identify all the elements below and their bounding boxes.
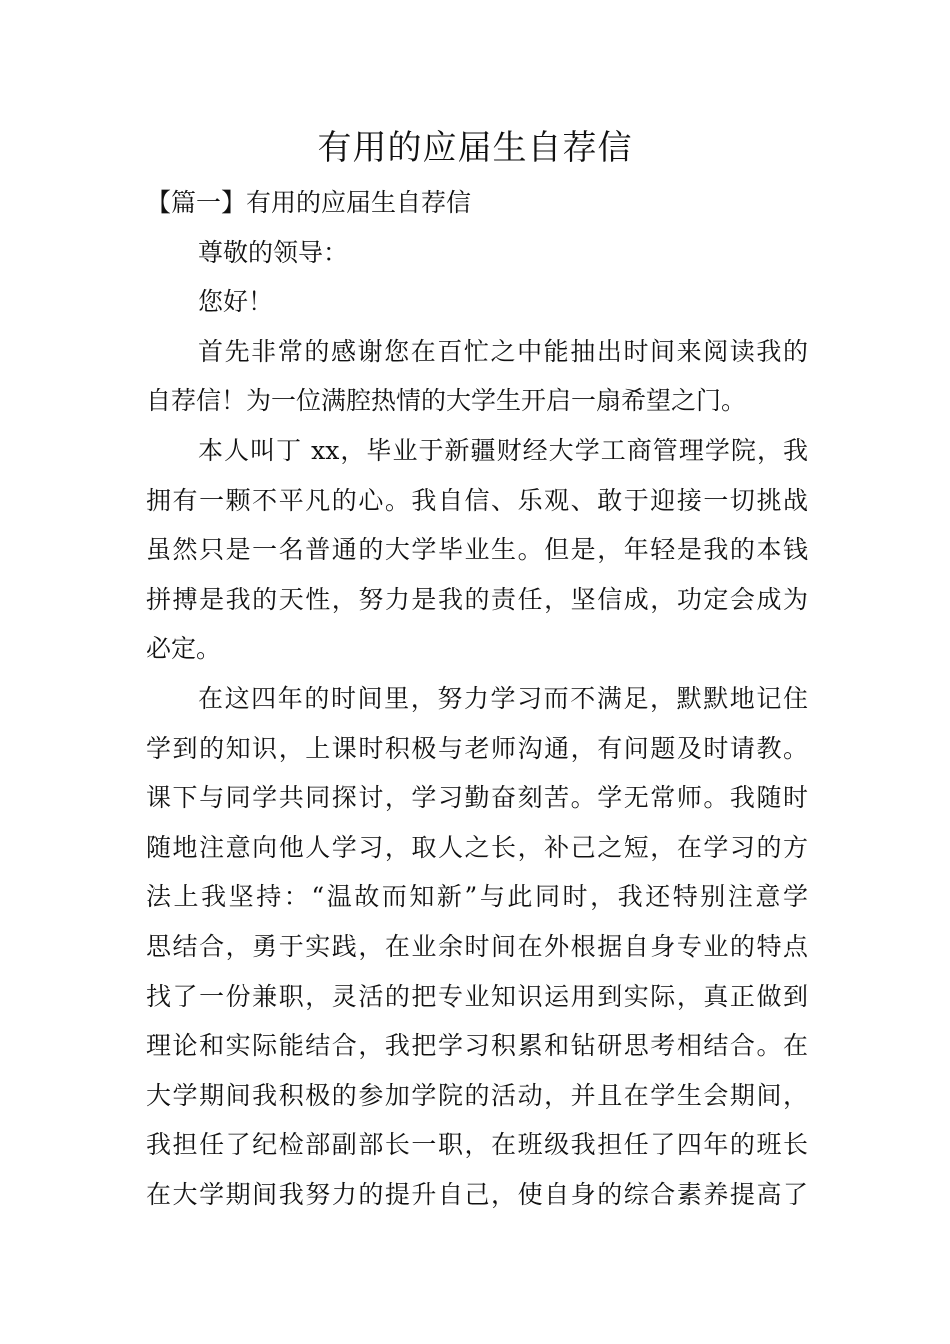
paragraph-line: 我担任了纪检部副部长一职，在班级我担任了四年的班长 (146, 1130, 808, 1160)
letter-body (146, 178, 808, 1219)
document-title: 有用的应届生自荐信 (317, 128, 633, 168)
paragraph-line: 理论和实际能结合，我把学习积累和钻研思考相结合。在 (146, 1031, 808, 1061)
greeting: 您好！ (198, 287, 274, 317)
paragraph-line: 学到的知识，上课时积极与老师沟通，有问题及时请教。 (146, 733, 808, 763)
paragraph-line: 思结合，勇于实践，在业余时间在外根据自身专业的特点 (146, 931, 808, 961)
paragraph-line: 在这四年的时间里，努力学习而不满足，默默地记住 (198, 683, 808, 713)
paragraph-line: 找了一份兼职，灵活的把专业知识运用到实际，真正做到 (146, 981, 808, 1011)
paragraph-line: 在大学期间我努力的提升自己，使自身的综合素养提高了 (146, 1179, 808, 1209)
paragraph-line: 拥有一颗不平凡的心。我自信、乐观、敢于迎接一切挑战 (146, 485, 808, 515)
salutation: 尊敬的领导： (198, 237, 349, 267)
paragraph-line: 大学期间我积极的参加学院的活动，并且在学生会期间， (146, 1080, 808, 1110)
paragraph-line: 首先非常的感谢您在百忙之中能抽出时间来阅读我的 (198, 336, 808, 366)
paragraph-line: 拼搏是我的天性，努力是我的责任，坚信成，功定会成为 (146, 584, 808, 614)
paragraph-line: 法上我坚持：“温故而知新”与此同时，我还特别注意学 (146, 882, 808, 912)
paragraph-line: 虽然只是一名普通的大学毕业生。但是，年轻是我的本钱 (146, 535, 808, 565)
paragraph-line: 本人叫丁 xx，毕业于新疆财经大学工商管理学院，我 (198, 435, 808, 465)
paragraph-line: 课下与同学共同探讨，学习勤奋刻苦。学无常师。我随时 (146, 783, 808, 813)
paragraph-line: 必定。 (146, 634, 222, 664)
paragraph-line: 随地注意向他人学习，取人之长，补己之短，在学习的方 (146, 832, 808, 862)
paragraph-line: 自荐信！为一位满腔热情的大学生开启一扇希望之门。 (146, 386, 747, 416)
section-heading: 【篇一】有用的应届生自荐信 (146, 188, 472, 217)
